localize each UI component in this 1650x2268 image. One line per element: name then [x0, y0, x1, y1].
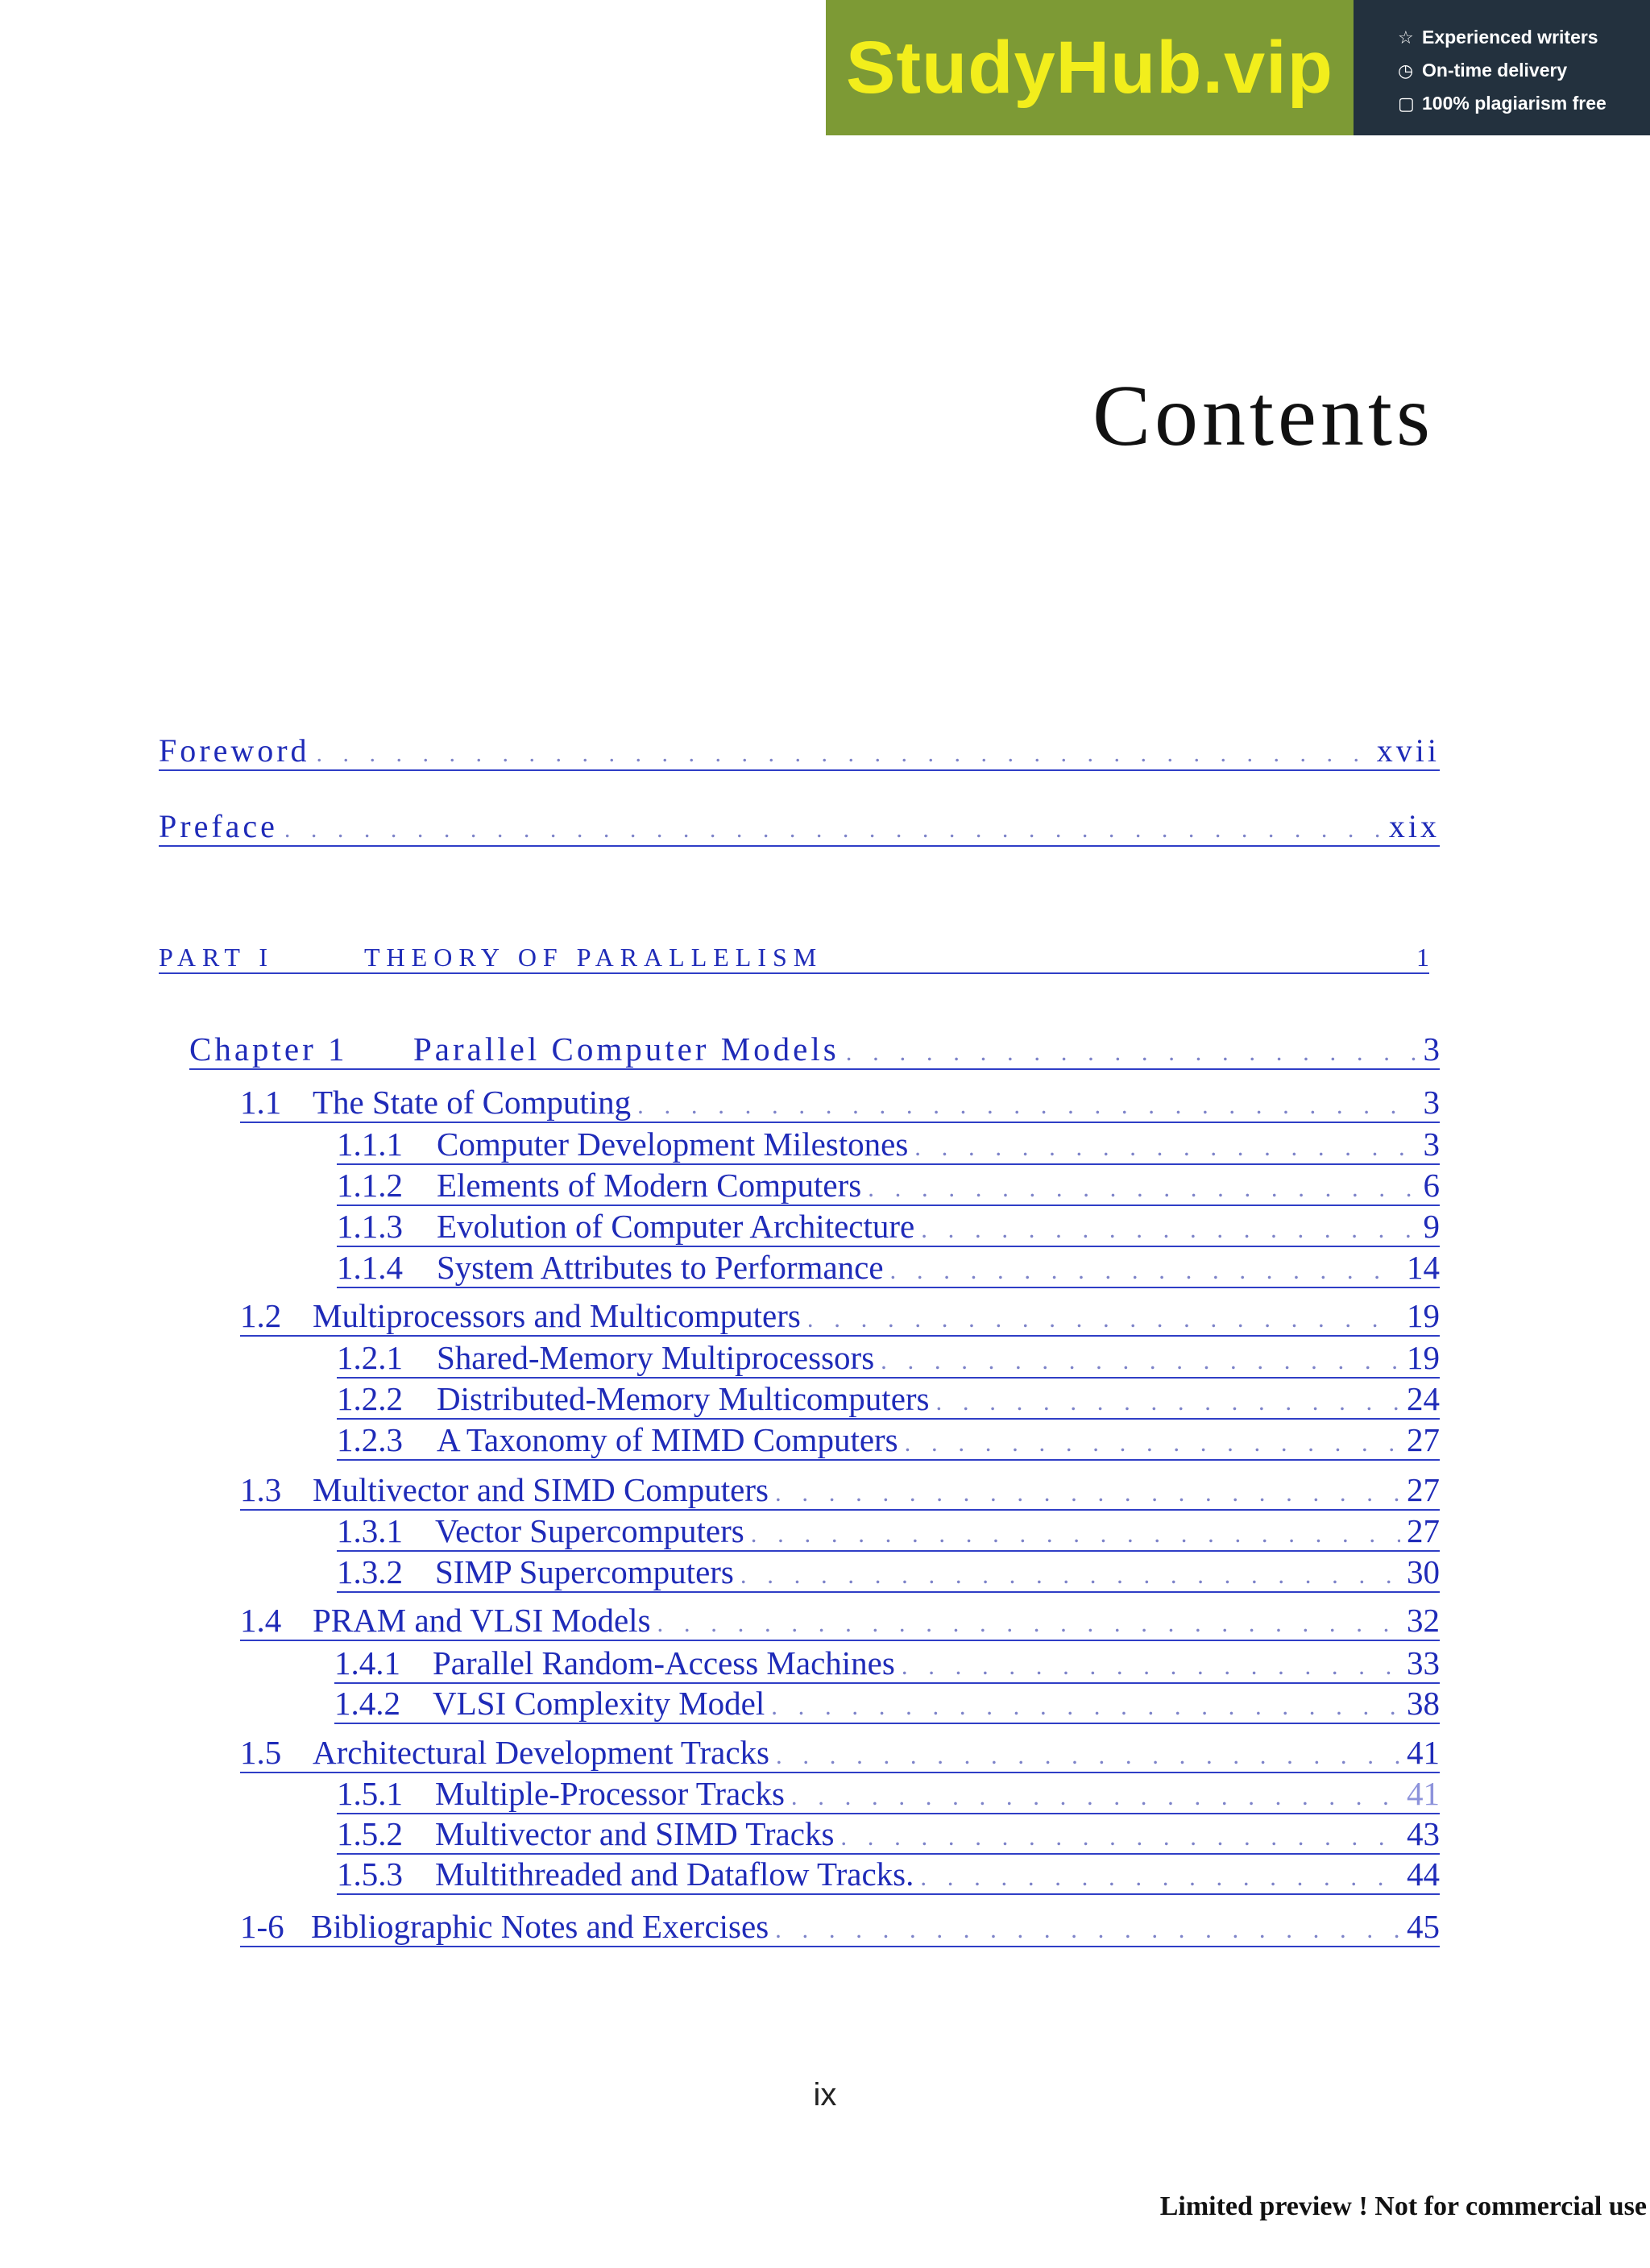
section-title: Multivector and SIMD Computers	[313, 1471, 769, 1508]
page-title: Contents	[1092, 368, 1434, 464]
section-title: Multiprocessors and Multicomputers	[313, 1297, 801, 1334]
leader-dots	[914, 1134, 1416, 1162]
section-number: 1.4.2	[334, 1685, 400, 1722]
section-number: 1.5.1	[337, 1775, 403, 1812]
feature-text: On-time delivery	[1422, 60, 1568, 81]
toc-entry-subsection[interactable]	[337, 1855, 1440, 1895]
toc-entry-page: 19	[1407, 1297, 1440, 1334]
toc-entry-page: 32	[1407, 1602, 1440, 1639]
section-title: Shared-Memory Multiprocessors	[437, 1339, 875, 1376]
leader-dots	[284, 816, 1383, 844]
leader-dots	[921, 1216, 1416, 1244]
toc-entry-part[interactable]	[159, 943, 1429, 974]
section-title: A Taxonomy of MIMD Computers	[437, 1421, 898, 1458]
toc-entry-page: 9	[1423, 1208, 1440, 1245]
toc-entry-page: 3	[1423, 1030, 1440, 1068]
toc-entry-page: 43	[1407, 1815, 1440, 1852]
section-number: 1.1.4	[337, 1249, 403, 1286]
section-title: System Attributes to Performance	[437, 1249, 884, 1286]
leader-dots	[890, 1257, 1400, 1285]
toc-entry-page: 27	[1407, 1471, 1440, 1508]
toc-entry-subsection[interactable]	[337, 1125, 1440, 1165]
toc-entry-page: 30	[1407, 1553, 1440, 1590]
toc-entry-subsection[interactable]	[337, 1511, 1440, 1552]
section-number: 1.1.2	[337, 1167, 403, 1204]
part-label: PART I	[159, 943, 275, 972]
toc-entry-subsection[interactable]	[337, 1379, 1440, 1420]
toc-entry-subsection[interactable]	[334, 1644, 1440, 1684]
toc-entry-page: 44	[1407, 1855, 1440, 1893]
toc-entry-subsection[interactable]	[337, 1248, 1440, 1288]
section-title: Architectural Development Tracks	[313, 1734, 770, 1771]
toc-entry-page: 19	[1407, 1339, 1440, 1376]
toc-entry-subsection[interactable]	[337, 1338, 1440, 1379]
section-title: Multithreaded and Dataflow Tracks.	[435, 1855, 914, 1893]
toc-entry-page: xix	[1388, 808, 1440, 844]
leader-dots	[775, 1916, 1400, 1944]
leader-dots	[881, 1347, 1400, 1375]
toc-entry-page: 27	[1407, 1512, 1440, 1549]
feature-text: 100% plagiarism free	[1422, 93, 1606, 114]
toc-entry-subsection[interactable]	[337, 1814, 1440, 1855]
section-title: Elements of Modern Computers	[437, 1167, 862, 1204]
section-number: 1.1.3	[337, 1208, 403, 1245]
toc-entry-section[interactable]	[240, 1733, 1440, 1773]
toc-entry-page: 24	[1407, 1380, 1440, 1417]
section-number: 1.1.1	[337, 1126, 403, 1163]
toc-entry-page: 41	[1407, 1734, 1440, 1771]
leader-dots	[920, 1864, 1400, 1892]
section-number: 1.4	[240, 1602, 282, 1639]
toc-entry-subsection[interactable]	[337, 1553, 1440, 1593]
chapter-label: Chapter 1	[189, 1030, 348, 1068]
toc-entry-section[interactable]	[240, 1470, 1440, 1511]
section-number: 1.3.1	[337, 1512, 403, 1549]
toc-entry-preface[interactable]	[159, 807, 1440, 847]
section-number: 1.5	[240, 1734, 282, 1771]
section-number: 1.2.3	[337, 1421, 403, 1458]
clock-icon: ◷	[1398, 60, 1414, 81]
toc-entry-section[interactable]	[240, 1296, 1440, 1337]
leader-dots	[657, 1610, 1400, 1638]
feature-text: Experienced writers	[1422, 27, 1598, 48]
section-number: 1.1	[240, 1084, 282, 1121]
toc-entry-foreword[interactable]	[159, 732, 1440, 771]
section-title: PRAM and VLSI Models	[313, 1602, 651, 1639]
part-title: THEORY OF PARALLELISM	[364, 943, 823, 972]
section-title: Distributed-Memory Multicomputers	[437, 1380, 930, 1417]
leader-dots	[740, 1561, 1400, 1590]
toc-entry-page: 1	[1416, 943, 1429, 972]
feature-item	[1398, 54, 1650, 87]
toc-entry-subsection[interactable]	[337, 1420, 1440, 1461]
promo-banner[interactable]	[826, 0, 1650, 135]
brand-logo[interactable]: StudyHub.vip	[826, 0, 1354, 135]
leader-dots	[936, 1388, 1401, 1416]
section-title: Multiple-Processor Tracks	[435, 1775, 785, 1812]
page-number: ix	[813, 2077, 837, 2113]
toc-entry-page: 3	[1423, 1084, 1440, 1121]
toc-entry-subsection[interactable]	[337, 1774, 1440, 1814]
feature-list	[1354, 0, 1650, 135]
toc-entry-page: 41	[1407, 1775, 1440, 1812]
leader-dots	[637, 1092, 1416, 1120]
section-number: 1.3	[240, 1471, 282, 1508]
leader-dots	[807, 1305, 1400, 1333]
toc-entry-subsection[interactable]	[337, 1166, 1440, 1206]
section-number: 1.4.1	[334, 1644, 400, 1681]
leader-dots	[751, 1520, 1400, 1549]
section-number: 1.5.2	[337, 1815, 403, 1852]
section-title: The State of Computing	[313, 1084, 632, 1121]
leader-dots	[868, 1175, 1416, 1203]
preview-notice: Limited preview ! Not for commercial use	[1159, 2191, 1647, 2221]
section-title: SIMP Supercomputers	[435, 1553, 734, 1590]
toc-entry-label: Foreword	[159, 732, 310, 769]
toc-entry-section[interactable]	[240, 1907, 1440, 1947]
leader-dots	[776, 1742, 1400, 1770]
toc-entry-subsection[interactable]	[337, 1207, 1440, 1247]
toc-entry-page: 27	[1407, 1421, 1440, 1458]
section-number: 1.3.2	[337, 1553, 403, 1590]
section-title: Evolution of Computer Architecture	[437, 1208, 915, 1245]
leader-dots	[317, 740, 1370, 768]
section-title: Parallel Random-Access Machines	[433, 1644, 895, 1681]
toc-entry-page: xvii	[1376, 732, 1440, 769]
leader-dots	[771, 1693, 1400, 1721]
section-title: VLSI Complexity Model	[433, 1685, 765, 1722]
section-title: Vector Supercomputers	[435, 1512, 744, 1549]
toc-entry-page: 38	[1407, 1685, 1440, 1722]
section-number: 1.2.2	[337, 1380, 403, 1417]
toc-entry-page: 3	[1423, 1126, 1440, 1163]
section-number: 1.5.3	[337, 1855, 403, 1893]
toc-entry-page: 14	[1407, 1249, 1440, 1286]
document-icon: ▢	[1398, 93, 1415, 114]
toc-entry-page: 6	[1423, 1167, 1440, 1204]
toc-entry-section[interactable]	[240, 1601, 1440, 1641]
leader-dots	[775, 1479, 1400, 1507]
section-number: 1.2	[240, 1297, 282, 1334]
toc-entry-chapter[interactable]	[189, 1030, 1440, 1070]
leader-dots	[791, 1783, 1400, 1811]
feature-item	[1398, 87, 1650, 120]
chapter-title: Parallel Computer Models	[413, 1030, 840, 1068]
section-title: Bibliographic Notes and Exercises	[311, 1908, 769, 1945]
leader-dots	[905, 1429, 1400, 1457]
leader-dots	[846, 1039, 1417, 1067]
star-icon: ☆	[1398, 27, 1414, 48]
section-number: 1-6	[240, 1908, 284, 1945]
leader-dots	[902, 1652, 1400, 1681]
toc-entry-subsection[interactable]	[334, 1684, 1440, 1724]
toc-entry-page: 45	[1407, 1908, 1440, 1945]
toc-entry-section[interactable]	[240, 1083, 1440, 1123]
section-title: Multivector and SIMD Tracks	[435, 1815, 835, 1852]
feature-item	[1398, 21, 1650, 54]
section-number: 1.2.1	[337, 1339, 403, 1376]
leader-dots	[840, 1823, 1400, 1851]
section-title: Computer Development Milestones	[437, 1126, 909, 1163]
toc-entry-label: Preface	[159, 808, 278, 844]
toc-entry-page: 33	[1407, 1644, 1440, 1681]
